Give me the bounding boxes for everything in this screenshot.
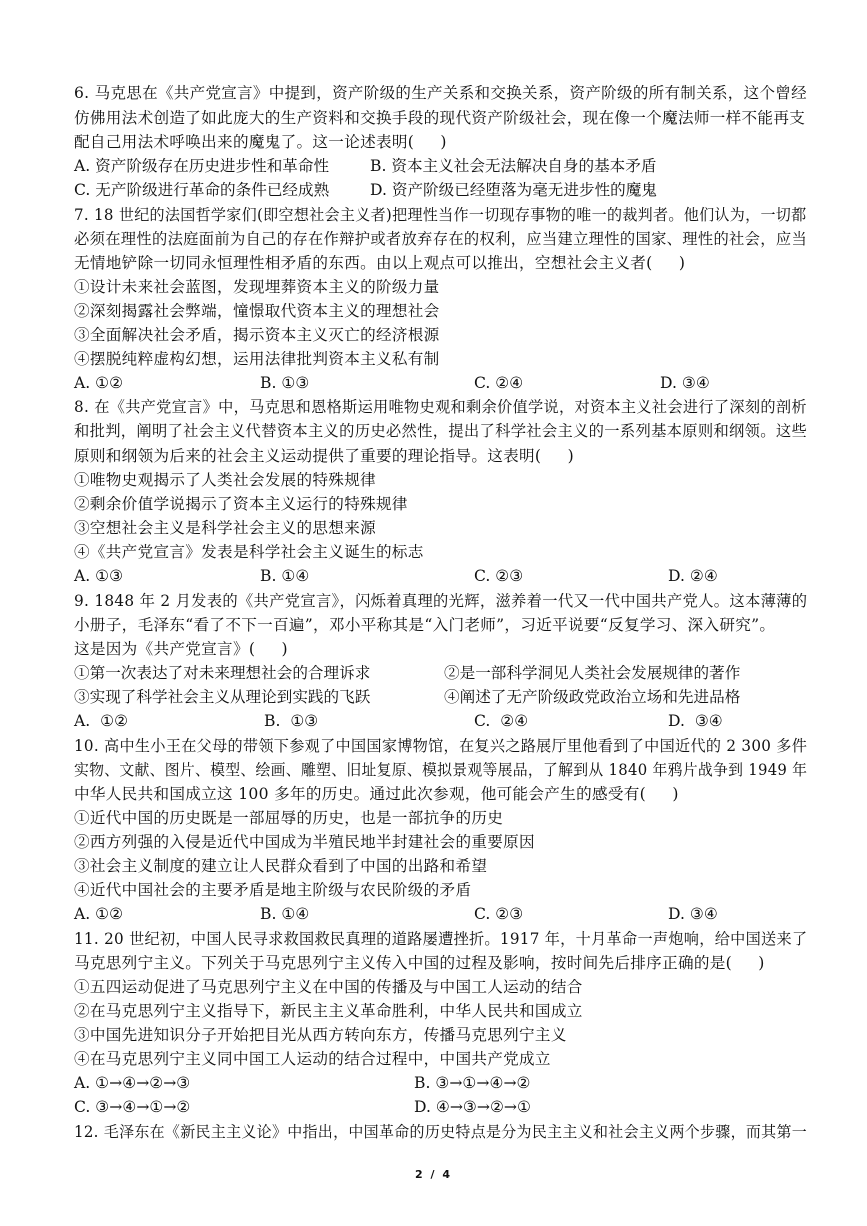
q6-stem-line-3: 配自己用法术呼唤出来的魔鬼了。这一论述表明( ) bbox=[74, 133, 447, 151]
q7-stem-line-2: 必须在理性的法庭面前为自己的存在作辩护或者放弃存在的权利，应当建立理性的国家、理性的社会，应当 bbox=[74, 230, 808, 248]
q8-item-1: ①唯物史观揭示了人类社会发展的特殊规律 bbox=[74, 471, 376, 489]
q8-item-3: ③空想社会主义是科学社会主义的思想来源 bbox=[74, 519, 376, 537]
q9-item-4: ④阐述了无产阶级政党政治立场和先进品格 bbox=[444, 688, 741, 706]
q8-item-4: ④《共产党宣言》发表是科学社会主义诞生的标志 bbox=[74, 543, 424, 561]
q6-stem-line-1: 6. 马克思在《共产党宣言》中提到，资产阶级的生产关系和交换关系，资产阶级的所有制关系，这个曾经 bbox=[74, 84, 807, 102]
q6-option-b: B. 资本主义社会无法解决自身的基本矛盾 bbox=[370, 157, 657, 175]
q10-item-3: ③社会主义制度的建立让人民群众看到了中国的出路和希望 bbox=[74, 857, 488, 875]
q8-option-d: D. ②④ bbox=[668, 567, 718, 585]
q11-item-3: ③中国先进知识分子开始把目光从西方转向东方，传播马克思列宁主义 bbox=[74, 1026, 567, 1044]
q7-item-4: ④摆脱纯粹虚构幻想，运用法律批判资本主义私有制 bbox=[74, 350, 440, 368]
q11-option-d: D. ④→③→②→① bbox=[414, 1098, 531, 1116]
q9-item-1: ①第一次表达了对未来理想社会的合理诉求 bbox=[74, 664, 371, 682]
q10-option-a: A. ①② bbox=[74, 905, 124, 923]
q11-item-1: ①五四运动促进了马克思列宁主义在中国的传播及与中国工人运动的结合 bbox=[74, 978, 583, 996]
q11-item-4: ④在马克思列宁主义同中国工人运动的结合过程中，中国共产党成立 bbox=[74, 1050, 551, 1068]
q8-stem-line-2: 和批判，阐明了社会主义代替资本主义的历史必然性，提出了科学社会主义的一系列基本原则和纲领。这些 bbox=[74, 422, 808, 440]
q10-item-2: ②西方列强的入侵是近代中国成为半殖民地半封建社会的重要原因 bbox=[74, 833, 535, 851]
q7-stem-line-3: 无情地铲除一切同永恒理性相矛盾的东西。由以上观点可以推出，空想社会主义者( ) bbox=[74, 254, 686, 272]
q9-option-b: B. ①③ bbox=[264, 712, 319, 730]
q10-option-c: C. ②③ bbox=[474, 905, 524, 923]
q9-item-3: ③实现了科学社会主义从理论到实践的飞跃 bbox=[74, 688, 371, 706]
q12-stem-line-1: 12. 毛泽东在《新民主主义论》中指出，中国革命的历史特点是分为民主主义和社会主义两个步骤，而其第一 bbox=[74, 1123, 808, 1141]
q11-option-a: A. ①→④→②→③ bbox=[74, 1074, 191, 1092]
q9-option-d: D. ③④ bbox=[668, 712, 723, 730]
q10-stem-line-2: 实物、文献、图片、模型、绘画、雕塑、旧址复原、模拟景观等展品，了解到从 1840 年鸦片战争到 1949 年 bbox=[74, 761, 808, 779]
q8-option-b: B. ①④ bbox=[260, 567, 310, 585]
q9-option-c: C. ②④ bbox=[474, 712, 529, 730]
q11-option-b: B. ③→①→④→② bbox=[414, 1074, 531, 1092]
q10-item-4: ④近代中国社会的主要矛盾是地主阶级与农民阶级的矛盾 bbox=[74, 881, 472, 899]
q11-item-2: ②在马克思列宁主义指导下，新民主主义革命胜利，中华人民共和国成立 bbox=[74, 1002, 583, 1020]
page-number: 2 / 4 bbox=[415, 1168, 452, 1181]
q7-stem-line-1: 7. 18 世纪的法国哲学家们(即空想社会主义者)把理性当作一切现存事物的唯一的裁判者。他们认为，一切都 bbox=[74, 206, 807, 224]
q9-stem-line-2: 小册子，毛泽东“看了不下一百遍”，邓小平称其是“入门老师”，习近平说要“反复学习、深入研究”。 bbox=[74, 616, 776, 634]
q8-stem-line-1: 8. 在《共产党宣言》中，马克思和恩格斯运用唯物史观和剩余价值学说，对资本主义社会进行了深刻的剖析 bbox=[74, 398, 807, 416]
q7-item-2: ②深刻揭露社会弊端，憧憬取代资本主义的理想社会 bbox=[74, 302, 440, 320]
q8-item-2: ②剩余价值学说揭示了资本主义运行的特殊规律 bbox=[74, 495, 408, 513]
q6-option-d: D. 资产阶级已经堕落为毫无进步性的魔鬼 bbox=[370, 181, 657, 199]
q10-stem-line-1: 10. 高中生小王在父母的带领下参观了中国国家博物馆，在复兴之路展厅里他看到了中国近代的 2 300 多件 bbox=[74, 737, 808, 755]
q9-option-a: A. ①② bbox=[74, 712, 129, 730]
q7-option-c: C. ②④ bbox=[474, 374, 524, 392]
q6-option-c: C. 无产阶级进行革命的条件已经成熟 bbox=[74, 181, 330, 199]
q10-item-1: ①近代中国的历史既是一部屈辱的历史，也是一部抗争的历史 bbox=[74, 809, 504, 827]
q7-item-3: ③全面解决社会矛盾，揭示资本主义灭亡的经济根源 bbox=[74, 326, 440, 344]
q9-stem-line-3: 这是因为《共产党宣言》( ) bbox=[74, 640, 288, 658]
q6-stem-line-2: 仿佛用法术创造了如此庞大的生产资料和交换手段的现代资产阶级社会，现在像一个魔法师一样不能再支 bbox=[74, 109, 806, 127]
q9-item-2: ②是一部科学洞见人类社会发展规律的著作 bbox=[444, 664, 741, 682]
q10-stem-line-3: 中华人民共和国成立这 100 多年的历史。通过此次参观，他可能会产生的感受有( ) bbox=[74, 785, 679, 803]
q7-option-a: A. ①② bbox=[74, 374, 124, 392]
q8-option-c: C. ②③ bbox=[474, 567, 524, 585]
q10-option-b: B. ①④ bbox=[260, 905, 310, 923]
q8-option-a: A. ①③ bbox=[74, 567, 124, 585]
q7-item-1: ①设计未来社会蓝图，发现埋葬资本主义的阶级力量 bbox=[74, 278, 440, 296]
q10-option-d: D. ③④ bbox=[668, 905, 718, 923]
q9-stem-line-1: 9. 1848 年 2 月发表的《共产党宣言》，闪烁着真理的光辉，滋养着一代又一代中国共产党人。这本薄薄的 bbox=[74, 592, 808, 610]
q11-stem-line-2: 马克思列宁主义。下列关于马克思列宁主义传入中国的过程及影响，按时间先后排序正确的是( ) bbox=[74, 954, 765, 972]
q11-stem-line-1: 11. 20 世纪初，中国人民寻求救国救民真理的道路屡遭挫折。1917 年，十月革命一声炮响，给中国送来了 bbox=[74, 930, 808, 948]
q7-option-b: B. ①③ bbox=[260, 374, 310, 392]
q8-stem-line-3: 原则和纲领为后来的社会主义运动提供了重要的理论指导。这表明( ) bbox=[74, 447, 574, 465]
q6-option-a: A. 资产阶级存在历史进步性和革命性 bbox=[74, 157, 330, 175]
q11-option-c: C. ③→④→①→② bbox=[74, 1098, 191, 1116]
q7-option-d: D. ③④ bbox=[660, 374, 710, 392]
